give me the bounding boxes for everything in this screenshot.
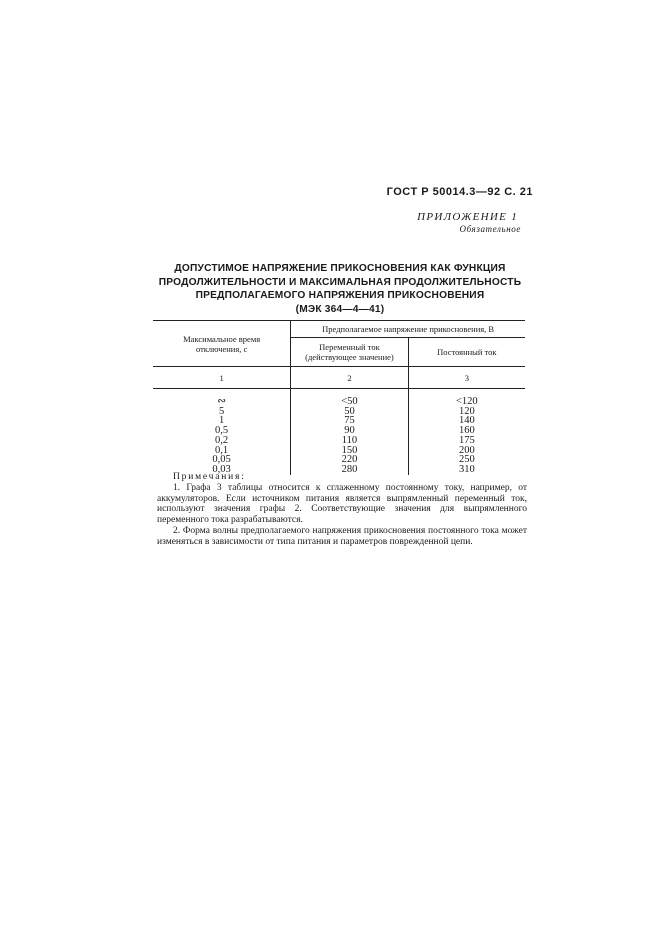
column-header-dc: Постоянный ток <box>408 338 525 367</box>
appendix-label: ПРИЛОЖЕНИЕ 1 <box>417 211 518 223</box>
dc-cell: 175 <box>408 436 525 446</box>
appendix-status: Обязательное <box>459 224 521 234</box>
dc-cell: 160 <box>408 426 525 436</box>
column-number-row <box>153 367 525 389</box>
ac-cell: 90 <box>291 426 408 436</box>
note-item: 1. Графа 3 таблицы относится к сглаженному постоянному току, например, от аккумуляторов. Если источником питания является выпрямленный переменный ток, используют значения графы 2. Соответствующие значения для выпрямленного переменного тока разрабатываются. <box>157 482 527 526</box>
title-line: (МЭК 364—4—41) <box>295 303 385 315</box>
column-number: 1 <box>219 372 224 383</box>
time-cell: 1 <box>218 415 225 427</box>
column-number: 2 <box>291 367 408 389</box>
time-cell: 0,1 <box>215 444 229 456</box>
dc-cell: 250 <box>408 455 525 465</box>
ac-cell: 50 <box>291 407 408 417</box>
document-header: ГОСТ Р 50014.3—92 С. 21 <box>386 186 533 198</box>
time-cell: ∾ <box>217 396 227 407</box>
title-line: ПРЕДПОЛАГАЕМОГО НАПРЯЖЕНИЯ ПРИКОСНОВЕНИЯ <box>195 290 485 301</box>
dc-cell: 310 <box>408 465 525 475</box>
note-item: 2. Форма волны предполагаемого напряжения прикосновения постоянного тока может изменяться в зависимости от типа питания и параметров поврежденной цепи. <box>157 525 527 547</box>
time-cell: 0,03 <box>212 463 231 475</box>
ac-cell: 110 <box>291 436 408 446</box>
ac-cell: 280 <box>291 465 408 475</box>
title-line: ПРОДОЛЖИТЕЛЬНОСТИ И МАКСИМАЛЬНАЯ ПРОДОЛЖИТЕЛЬНОСТЬ <box>158 276 522 288</box>
column-header-ac: Переменный ток (действующее значение) <box>291 338 408 367</box>
ac-cell: 150 <box>291 446 408 456</box>
notes-section <box>157 472 527 548</box>
group-header-voltage: Предполагаемое напряжение прикосновения, В <box>291 321 525 338</box>
dc-cell: 120 <box>408 407 525 417</box>
time-cell: 0,05 <box>212 454 231 466</box>
column-header-time: Максимальное время отключения, с <box>183 333 261 354</box>
ac-cell: 220 <box>291 455 408 465</box>
time-cell: 0,2 <box>215 434 229 446</box>
document-title <box>150 262 530 316</box>
voltage-table <box>153 320 525 475</box>
column-number: 3 <box>408 367 525 389</box>
dc-cell: <120 <box>408 397 525 407</box>
dc-cell: 200 <box>408 446 525 456</box>
dc-cell: 140 <box>408 416 525 426</box>
ac-cell: <50 <box>291 397 408 407</box>
ac-cell: 75 <box>291 416 408 426</box>
time-cell: 5 <box>218 405 225 417</box>
notes-heading: Примечания: <box>173 472 246 482</box>
title-line: ДОПУСТИМОЕ НАПРЯЖЕНИЕ ПРИКОСНОВЕНИЯ КАК ФУНКЦИЯ <box>174 263 506 274</box>
time-cell: 0,5 <box>215 425 229 437</box>
